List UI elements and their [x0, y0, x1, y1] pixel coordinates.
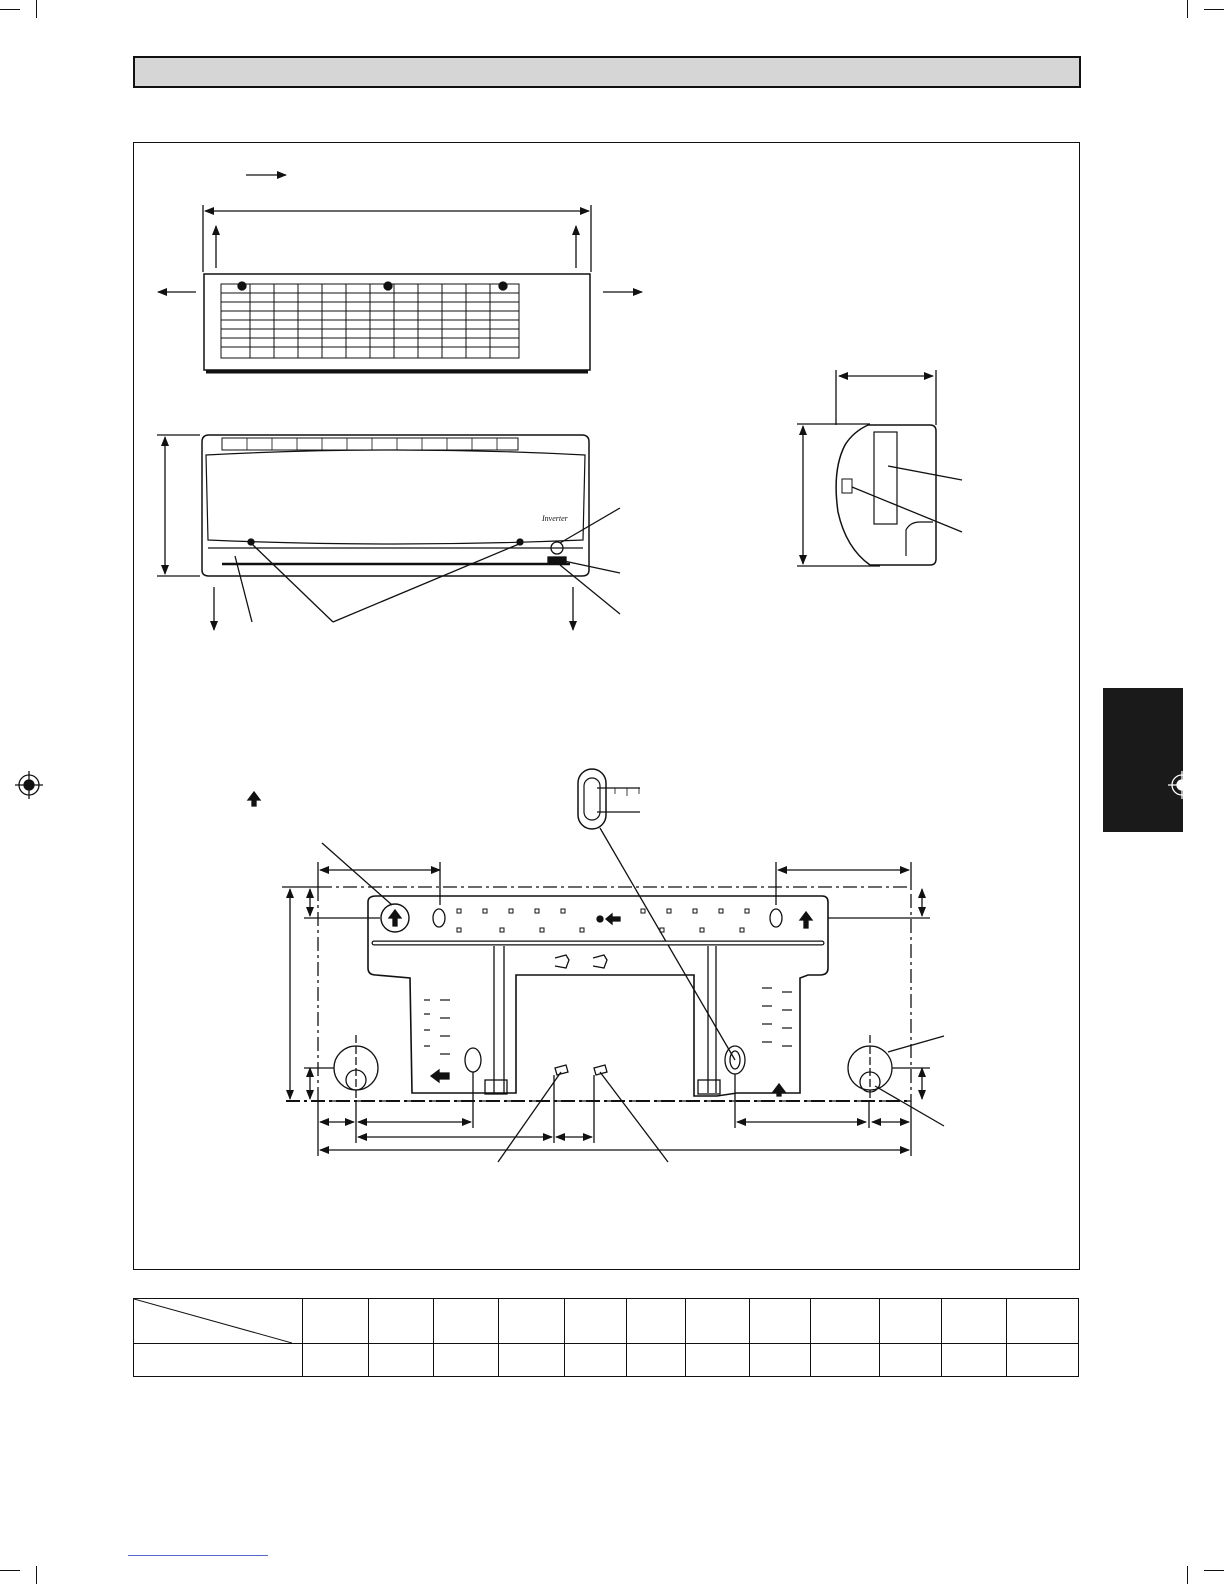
- table-header-cell: [811, 1299, 880, 1344]
- table-header-row: [134, 1299, 1079, 1344]
- installation-plate: [248, 769, 944, 1162]
- table-header-cell: [1007, 1299, 1079, 1344]
- table-header-cell: [368, 1299, 433, 1344]
- table-header-cell: [685, 1299, 749, 1344]
- table-header-cell: [564, 1299, 626, 1344]
- registration-mark-icon: [15, 771, 43, 799]
- table-cell: [368, 1344, 433, 1377]
- table-cell: [433, 1344, 498, 1377]
- table-cell: [626, 1344, 685, 1377]
- table-header-cell: [879, 1299, 941, 1344]
- table-cell: [564, 1344, 626, 1377]
- table-header-cell: [433, 1299, 498, 1344]
- table-cell: [811, 1344, 880, 1377]
- table-row: [134, 1344, 1079, 1377]
- table-header-cell: [499, 1299, 564, 1344]
- diagonal-line: [134, 1299, 292, 1343]
- table-cell: [941, 1344, 1006, 1377]
- table-cell: [134, 1344, 303, 1377]
- dimension-table: [133, 1298, 1079, 1377]
- table-cell: [1007, 1344, 1079, 1377]
- table-cell: [499, 1344, 564, 1377]
- table-header-cell: [303, 1299, 368, 1344]
- footer-link-underline[interactable]: [128, 1555, 268, 1556]
- table-header-cell: [750, 1299, 811, 1344]
- side-view: [797, 370, 962, 566]
- top-view: [158, 205, 642, 372]
- table-cell: [879, 1344, 941, 1377]
- table-header-cell: [626, 1299, 685, 1344]
- brand-badge: Inverter: [542, 514, 568, 523]
- registration-mark-icon: [1168, 771, 1196, 799]
- table-cell: [750, 1344, 811, 1377]
- arrow-up-icon: [248, 792, 260, 806]
- table-cell: [303, 1344, 368, 1377]
- table-cell: [685, 1344, 749, 1377]
- table-header-cell: [941, 1299, 1006, 1344]
- front-view: [157, 435, 620, 630]
- table-diagonal-header-cell: [134, 1299, 303, 1344]
